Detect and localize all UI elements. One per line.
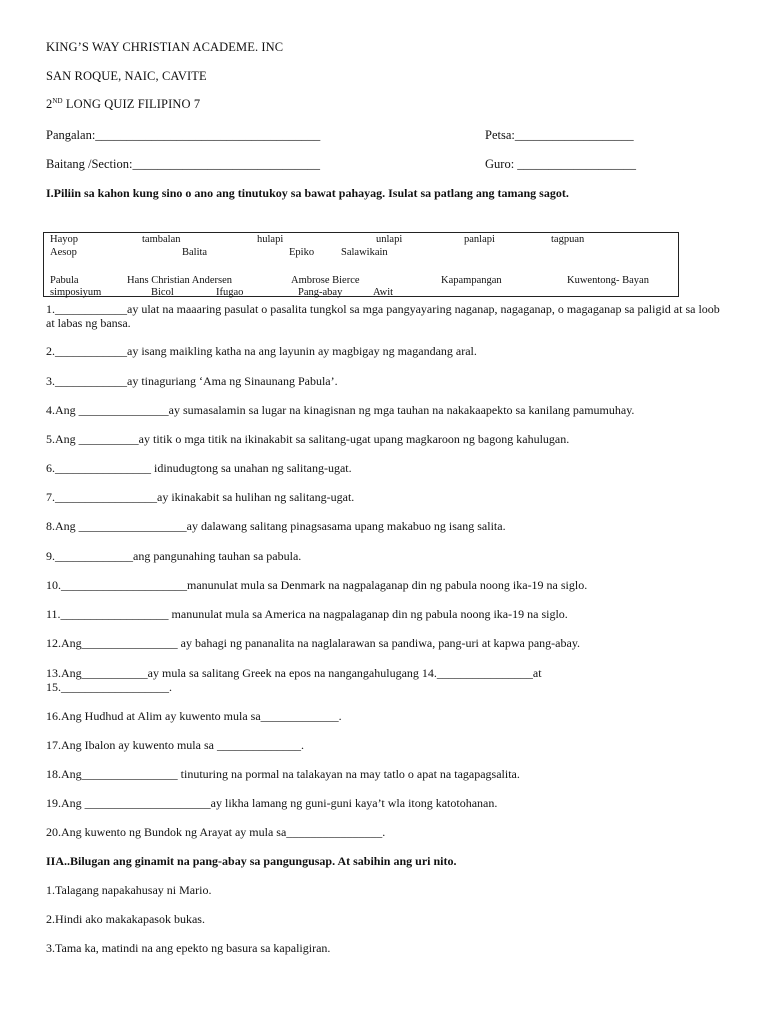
question-11: 11.__________________ manunulat mula sa America na nagpalaganap din ng pabula noong ika-19 na siglo. bbox=[46, 607, 568, 621]
word-bank-item: Bicol bbox=[151, 287, 174, 298]
part2-instruction: IIA..Bilugan ang ginamit na pang-abay sa pangungusap. At sabihin ang uri nito. bbox=[46, 854, 457, 868]
word-bank-item: Pabula bbox=[50, 275, 79, 286]
word-bank-item: Kapampangan bbox=[441, 275, 502, 286]
teacher-field: Guro: ___________________ bbox=[485, 157, 637, 171]
quiz-title bbox=[46, 97, 200, 111]
question-8: 8.Ang __________________ay dalawang salitang pinagsasama upang makabuo ng isang salita. bbox=[46, 519, 506, 533]
word-bank-item: Balita bbox=[182, 247, 208, 258]
question-5: 5.Ang __________ay titik o mga titik na ikinakabit sa salitang-ugat upang magkaroon ng bagong kahulugan. bbox=[46, 432, 570, 446]
word-bank-item: hulapi bbox=[257, 234, 284, 245]
question-13: 13.Ang___________ay mula sa salitang Greek na epos na nangangahulugang 14.________________at 15.__________________. bbox=[46, 666, 542, 694]
word-bank-item: Hans Christian Andersen bbox=[127, 275, 232, 286]
word-bank-item: simposiyum bbox=[50, 287, 102, 298]
question-2: 2.____________ay isang maikling katha na ang layunin ay magbigay ng magandang aral. bbox=[46, 344, 477, 358]
quiz-ordinal-suffix: ND bbox=[52, 97, 63, 105]
part1-instruction: I.Piliin sa kahon kung sino o ano ang tinutukoy sa bawat pahayag. Isulat sa patlang ang tamang sagot. bbox=[46, 186, 569, 200]
question-10: 10._____________________manunulat mula sa Denmark na nagpalaganap din ng pabula noong ika-19 na siglo. bbox=[46, 578, 588, 592]
section-field: Baitang /Section:______________________________ bbox=[46, 157, 320, 171]
date-field: Petsa:___________________ bbox=[485, 128, 634, 142]
question-16: 16.Ang Hudhud at Alim ay kuwento mula sa_____________. bbox=[46, 709, 342, 723]
word-bank-item: Awit bbox=[373, 287, 394, 298]
part2-item-1: 1.Talagang napakahusay ni Mario. bbox=[46, 883, 212, 897]
word-bank-item: Ifugao bbox=[216, 287, 244, 298]
word-bank-item: tambalan bbox=[142, 234, 181, 245]
word-bank-item: Aesop bbox=[50, 247, 77, 258]
word-bank-item: Epiko bbox=[289, 247, 315, 258]
question-18: 18.Ang________________ tinuturing na pormal na talakayan na may tatlo o apat na tagapagsalita. bbox=[46, 767, 520, 781]
question-1: 1.____________ay ulat na maaaring pasulat o pasalita tungkol sa mga pangyayaring naganap, nagaganap, o magaganap sa paligid at sa loob at labas ng bansa. bbox=[46, 302, 720, 330]
word-bank-item: Salawikain bbox=[341, 247, 388, 258]
word-bank-item: unlapi bbox=[376, 234, 403, 245]
word-bank-item: Hayop bbox=[50, 234, 78, 245]
school-name: KING’S WAY CHRISTIAN ACADEME. INC bbox=[46, 40, 284, 54]
question-20: 20.Ang kuwento ng Bundok ng Arayat ay mula sa________________. bbox=[46, 825, 386, 839]
question-12: 12.Ang________________ ay bahagi ng pananalita na naglalarawan sa pandiwa, pang-uri at kapwa pang-abay. bbox=[46, 636, 581, 650]
word-bank-item: Pang-abay bbox=[298, 287, 343, 298]
question-19: 19.Ang _____________________ay likha lamang ng guni-guni kaya’t wla itong katotohanan. bbox=[46, 796, 498, 810]
name-field: Pangalan:____________________________________ bbox=[46, 128, 321, 142]
question-7: 7._________________ay ikinakabit sa hulihan ng salitang-ugat. bbox=[46, 490, 355, 504]
word-bank-box bbox=[43, 232, 679, 297]
part2-item-3: 3.Tama ka, matindi na ang epekto ng basura sa kapaligiran. bbox=[46, 941, 331, 955]
part2-item-2: 2.Hindi ako makakapasok bukas. bbox=[46, 912, 205, 926]
question-6: 6.________________ idinudugtong sa unahan ng salitang-ugat. bbox=[46, 461, 352, 475]
word-bank-item: Kuwentong- Bayan bbox=[567, 275, 649, 286]
word-bank-item: tagpuan bbox=[551, 234, 585, 245]
question-17: 17.Ang Ibalon ay kuwento mula sa ______________. bbox=[46, 738, 304, 752]
quiz-number: 2 bbox=[46, 97, 53, 111]
word-bank-item: Ambrose Bierce bbox=[291, 275, 360, 286]
question-9: 9._____________ang pangunahing tauhan sa pabula. bbox=[46, 549, 302, 563]
word-bank-item: panlapi bbox=[464, 234, 495, 245]
quiz-title-rest: LONG QUIZ FILIPINO 7 bbox=[62, 97, 201, 111]
question-4: 4.Ang _______________ay sumasalamin sa lugar na kinagisnan ng mga tauhan na nakakaapekto sa kanilang pamumuhay. bbox=[46, 403, 635, 417]
question-3: 3.____________ay tinaguriang ‘Ama ng Sinaunang Pabula’. bbox=[46, 374, 338, 388]
school-address: SAN ROQUE, NAIC, CAVITE bbox=[46, 69, 207, 83]
